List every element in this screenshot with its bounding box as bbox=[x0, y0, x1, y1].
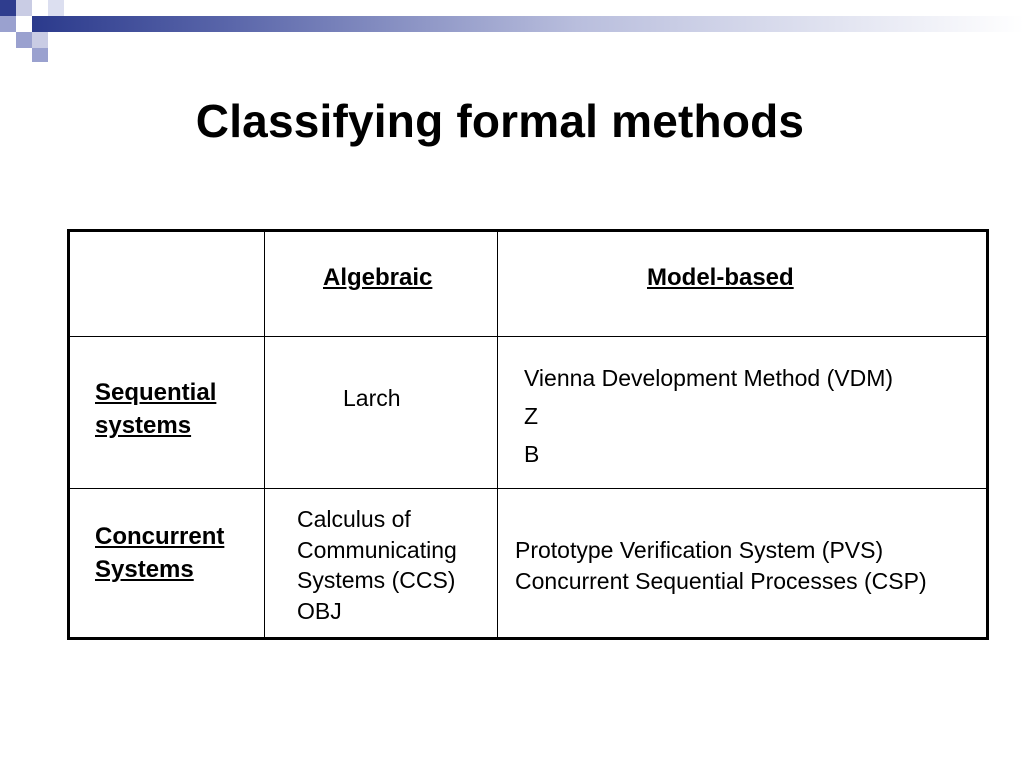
table-divider bbox=[264, 232, 265, 637]
table-divider bbox=[70, 488, 986, 489]
row-header-line: systems bbox=[95, 412, 192, 439]
deco-square bbox=[48, 0, 64, 16]
cell-item: Prototype Verification System (PVS) bbox=[515, 537, 884, 563]
cell-item: Larch bbox=[343, 385, 401, 411]
cell-sequential-model-based bbox=[524, 359, 893, 473]
deco-square bbox=[32, 32, 48, 48]
row-header-line: Concurrent bbox=[95, 523, 225, 550]
cell-item: Calculus of bbox=[297, 506, 411, 532]
deco-square bbox=[16, 32, 32, 48]
row-header-line: Sequential bbox=[95, 379, 217, 406]
slide-title: Classifying formal methods bbox=[195, 95, 805, 147]
deco-square bbox=[32, 48, 48, 62]
cell-item: Systems (CCS) bbox=[297, 567, 456, 593]
cell-concurrent-model-based bbox=[515, 535, 927, 597]
cell-item: Concurrent Sequential Processes (CSP) bbox=[515, 568, 927, 594]
cell-concurrent-algebraic bbox=[297, 504, 457, 626]
row-header-concurrent bbox=[95, 520, 224, 586]
deco-square bbox=[0, 0, 16, 16]
table-divider bbox=[70, 336, 986, 337]
deco-square bbox=[16, 0, 32, 16]
row-header-sequential bbox=[95, 376, 216, 442]
column-header-model-based: Model-based bbox=[647, 264, 794, 291]
row-header-line: Systems bbox=[95, 556, 194, 583]
deco-square bbox=[0, 16, 16, 32]
cell-item: Z bbox=[524, 403, 539, 429]
deco-square bbox=[16, 16, 32, 32]
column-header-algebraic: Algebraic bbox=[323, 264, 433, 291]
cell-sequential-algebraic bbox=[343, 383, 401, 413]
cell-item: B bbox=[524, 441, 540, 467]
cell-item: OBJ bbox=[297, 597, 342, 624]
cell-item: Communicating bbox=[297, 536, 457, 563]
gradient-bar bbox=[32, 16, 1024, 32]
cell-item: Vienna Development Method (VDM) bbox=[524, 365, 894, 391]
table-divider bbox=[497, 232, 498, 637]
